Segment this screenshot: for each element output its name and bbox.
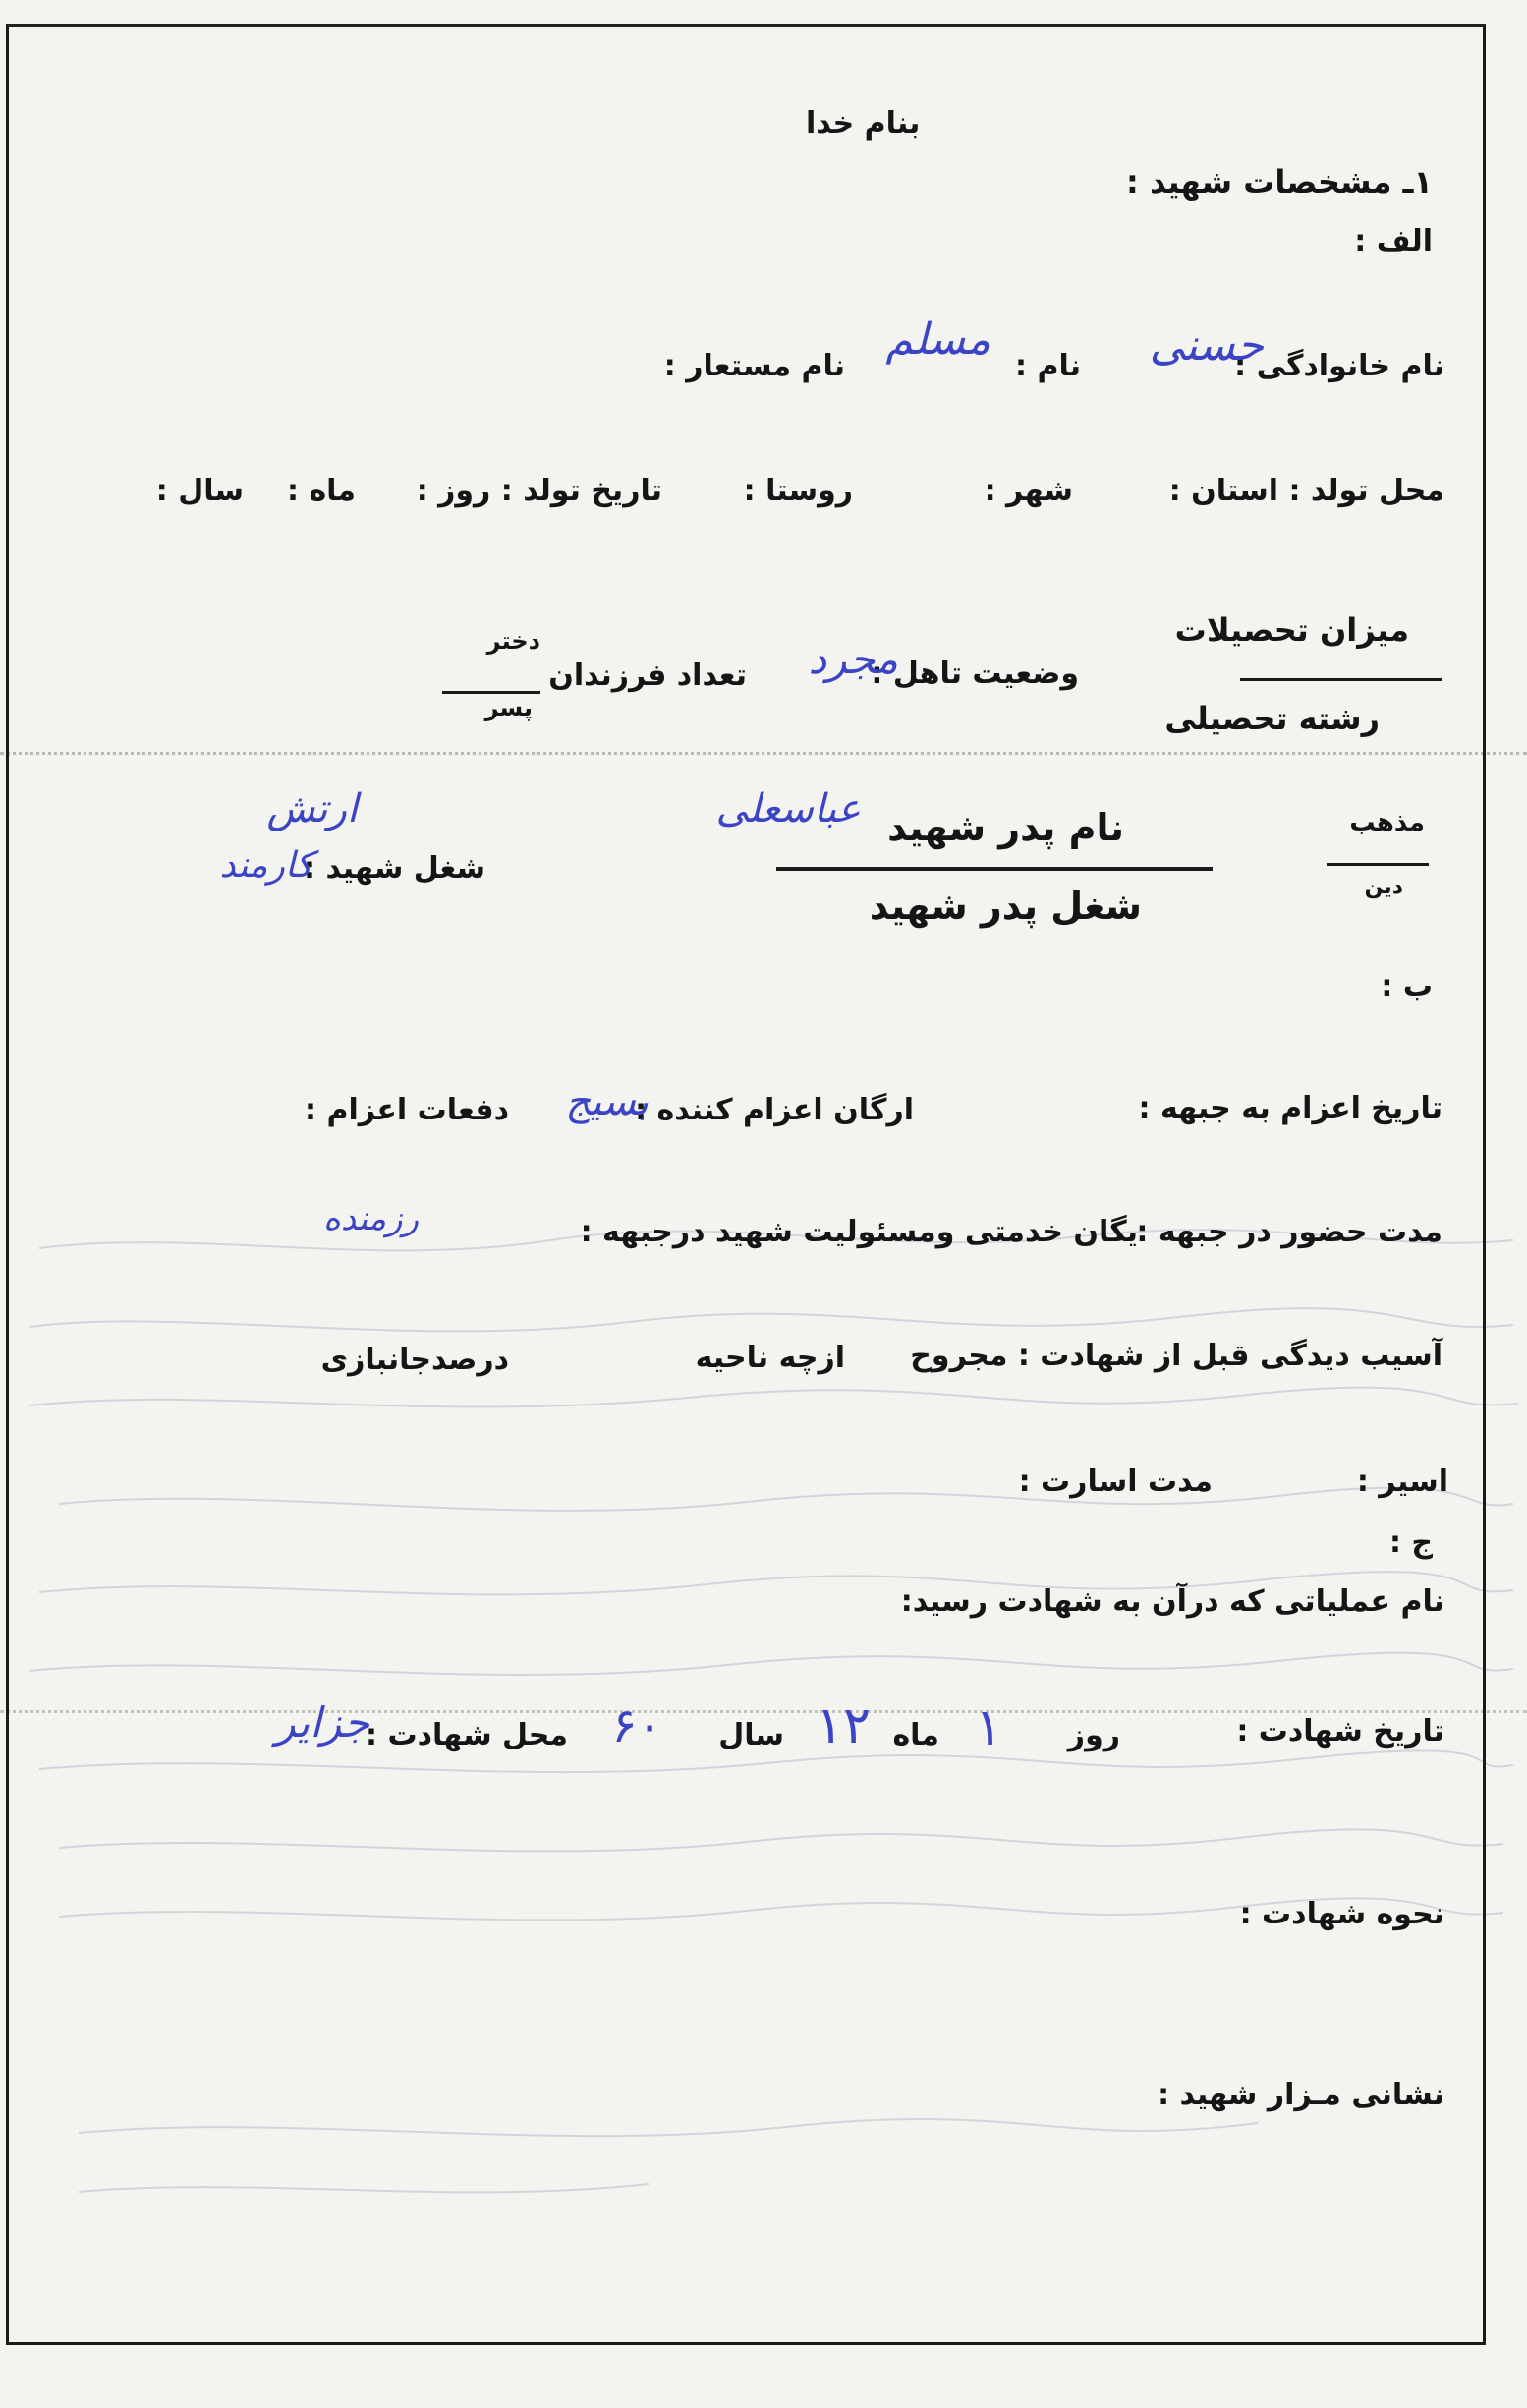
day-value: ۱ — [975, 1698, 1002, 1757]
martyr-job-value: کارمند — [219, 845, 312, 886]
field-label: رشته تحصیلی — [1164, 700, 1380, 737]
dispatch-org-value: بسیج — [565, 1079, 649, 1124]
place-value: جزایر — [275, 1698, 369, 1747]
religion-label: دین — [1364, 875, 1403, 899]
operation-label: نام عملیاتی که درآن به شهادت رسید: — [900, 1584, 1444, 1619]
sect-label: مذهب — [1349, 808, 1425, 837]
captive-label: اسیر : — [1356, 1464, 1448, 1499]
family-name-label: نام خانوادگی : — [1234, 349, 1444, 383]
father-name-value: عباسعلی — [715, 786, 861, 831]
month-value: ۱۲ — [816, 1696, 871, 1755]
birthplace-label: محل تولد : استان : — [1168, 474, 1444, 508]
father-job-label: شغل پدر شهید — [869, 885, 1142, 928]
first-name-value: مسلم — [885, 315, 990, 365]
alias-label: نام مستعار : — [663, 349, 845, 383]
children-label: تعداد فرزندان — [548, 659, 747, 693]
dispatch-date-label: تاریخ اعزام به جبهه : — [1138, 1091, 1442, 1125]
village-label: روستا : — [743, 474, 853, 508]
year-value: ۶۰ — [611, 1698, 662, 1753]
religion-divider — [1327, 863, 1429, 866]
marital-value: مجرد — [808, 635, 898, 683]
martyr-job-extra: ارتش — [266, 786, 358, 831]
family-name-value: حسنی — [1149, 320, 1264, 371]
education-divider — [1240, 678, 1442, 681]
month-label: ماه : — [287, 474, 356, 508]
year-label: سال — [718, 1718, 784, 1752]
disability-label: درصدجانبازی — [320, 1343, 509, 1377]
part-a-label: الف : — [1354, 224, 1433, 258]
injury-area-label: ازچه ناحیه — [695, 1341, 845, 1375]
basmala: بنام خدا — [806, 106, 921, 141]
martyrdom-date-label: تاریخ شهادت : — [1236, 1714, 1444, 1749]
father-divider — [776, 867, 1213, 871]
manner-label: نحوه شهادت : — [1239, 1897, 1444, 1931]
part-c-label: ج : — [1388, 1525, 1433, 1560]
birthdate-label: تاریخ تولد : روز : — [416, 474, 662, 508]
unit-value: رزمنده — [323, 1199, 419, 1238]
martyr-job-label: شغل شهید : — [304, 851, 485, 886]
dispatch-org-label: ارگان اعزام کننده : — [635, 1093, 914, 1127]
grave-label: نشانی مـزار شهید : — [1158, 2078, 1444, 2112]
place-label: محل شهادت : — [366, 1718, 568, 1752]
part-b-label: ب : — [1381, 969, 1433, 1003]
month-label: ماه — [892, 1718, 939, 1752]
daughter-label: دختر — [486, 627, 540, 655]
son-label: پسر — [484, 694, 533, 721]
education-label: میزان تحصیلات — [1174, 611, 1409, 649]
marital-label: وضعیت تاهل : — [871, 657, 1079, 691]
front-duration-label: مدت حضور در جبهه : — [1136, 1215, 1442, 1249]
dispatch-count-label: دفعات اعزام : — [305, 1093, 509, 1127]
section-title: ۱ـ مشخصات شهید : — [1126, 163, 1433, 201]
day-label: روز — [1067, 1718, 1120, 1752]
injury-label: آسیب دیدگی قبل از شهادت : مجروح — [910, 1339, 1442, 1373]
unit-label: یگان خدمتی ومسئولیت شهید درجبهه : — [580, 1215, 1138, 1249]
father-name-label: نام پدر شهید — [887, 806, 1124, 849]
year-label: سال : — [155, 474, 244, 508]
city-label: شهر : — [984, 474, 1073, 508]
first-name-label: نام : — [1015, 349, 1081, 383]
captivity-label: مدت اسارت : — [1018, 1464, 1213, 1499]
